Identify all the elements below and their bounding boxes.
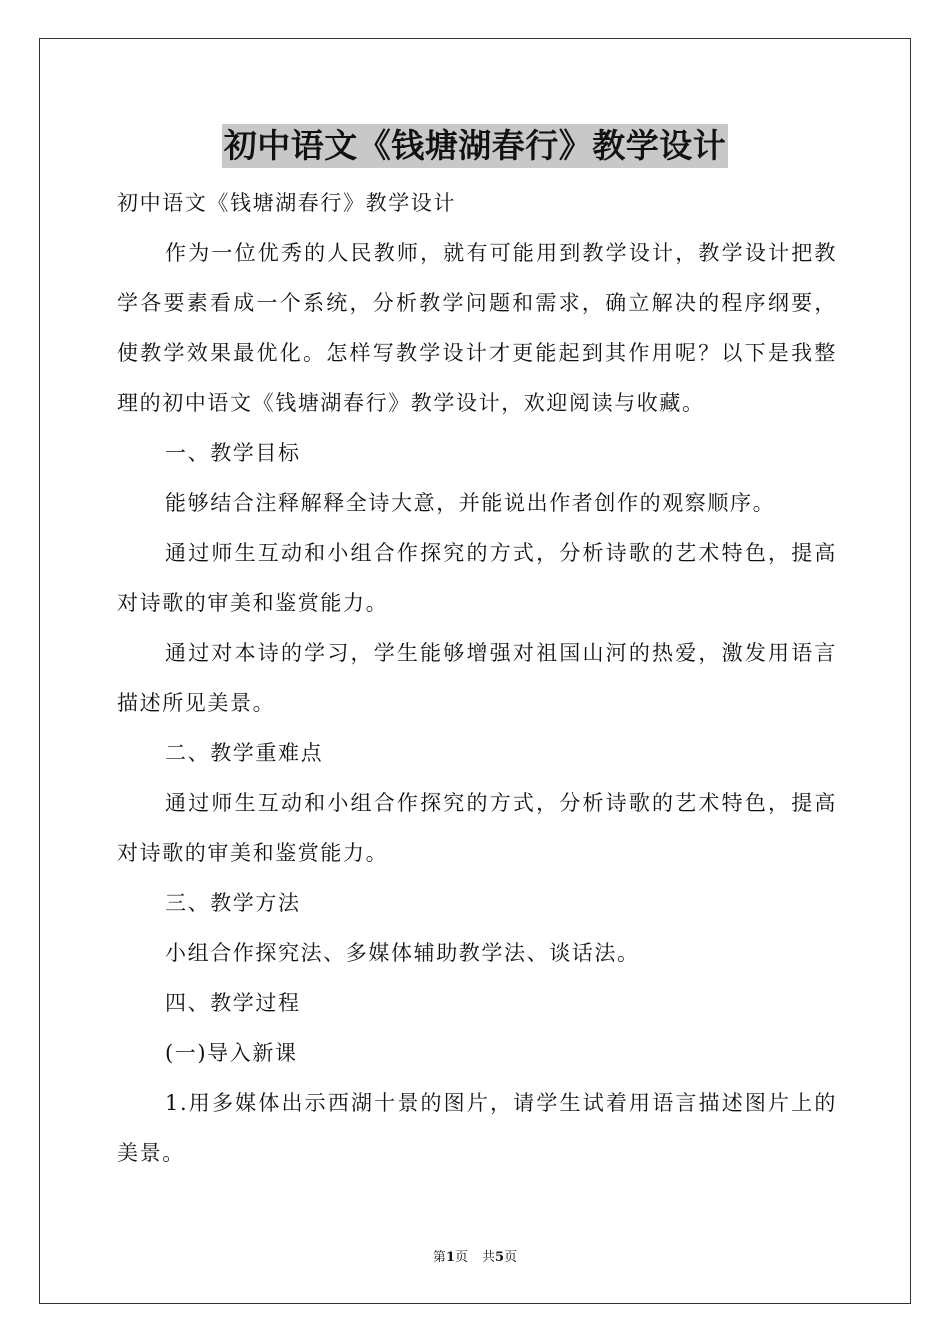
document-body (117, 178, 837, 1178)
page-prefix: 第 (432, 1250, 446, 1265)
total-page-count: 5 (495, 1250, 505, 1265)
methods-paragraph: 小组合作探究法、多媒体辅助教学法、谈话法。 (165, 941, 640, 965)
objective-paragraph: 能够结合注释解释全诗大意，并能说出作者创作的观察顺序。 (165, 491, 776, 515)
title-container (0, 124, 950, 168)
page-footer (0, 1246, 950, 1265)
key-point-paragraph: 通过师生互动和小组合作探究的方式，分析诗歌的艺术特色，提高对诗歌的审美和鉴赏能力。 (117, 791, 837, 865)
document-title: 初中语文《钱塘湖春行》教学设计 (222, 124, 729, 168)
section-heading-methods: 三、教学方法 (165, 891, 301, 915)
total-suffix: 页 (504, 1250, 518, 1265)
total-prefix: 共 (482, 1250, 496, 1265)
subsection-heading-intro: (一)导入新课 (165, 1041, 298, 1065)
current-page-number: 1 (445, 1250, 455, 1265)
section-heading-objectives: 一、教学目标 (165, 441, 301, 465)
intro-paragraph: 作为一位优秀的人民教师，就有可能用到教学设计，教学设计把教学各要素看成一个系统，分析教学问题和需求，确立解决的程序纲要，使教学效果最优化。怎样写教学设计才更能起到其作用呢？以下是我整理的初中语文《钱塘湖春行》教学设计，欢迎阅读与收藏。 (117, 241, 837, 415)
objective-paragraph: 通过师生互动和小组合作探究的方式，分析诗歌的艺术特色，提高对诗歌的审美和鉴赏能力。 (117, 541, 837, 615)
process-step-paragraph: 1.用多媒体出示西湖十景的图片，请学生试着用语言描述图片上的美景。 (117, 1091, 837, 1165)
objective-paragraph: 通过对本诗的学习，学生能够增强对祖国山河的热爱，激发用语言描述所见美景。 (117, 641, 837, 715)
page-suffix: 页 (454, 1250, 468, 1265)
subtitle-paragraph: 初中语文《钱塘湖春行》教学设计 (117, 191, 456, 215)
section-heading-key-points: 二、教学重难点 (165, 741, 324, 765)
section-heading-process: 四、教学过程 (165, 991, 301, 1015)
